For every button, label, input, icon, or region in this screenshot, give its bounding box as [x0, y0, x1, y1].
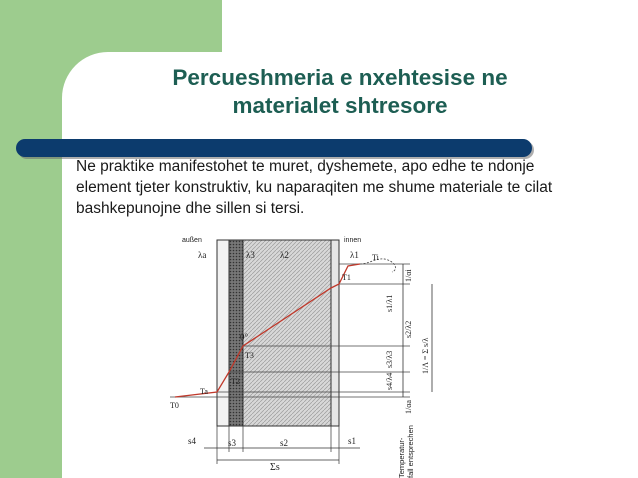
layer-s2 — [243, 240, 331, 426]
temp-t1: T1 — [342, 273, 351, 282]
label-outside: außen — [182, 237, 202, 244]
resistance-s3-lambda3: s3/λ3 — [385, 350, 394, 368]
total-resistance: 1/Λ = Σ s/λ — [421, 337, 430, 374]
temp-t0: T0 — [170, 401, 179, 410]
lambda-a: λa — [198, 250, 207, 260]
lambda-3: λ3 — [246, 250, 255, 260]
title-line-1: Percueshmeria e nxehtesise ne — [172, 65, 508, 90]
lambda-2: λ2 — [280, 250, 289, 260]
width-s4: s4 — [188, 436, 197, 446]
resistance-1-alpha-a: 1/αa — [404, 400, 413, 414]
divider-bar — [16, 139, 532, 157]
resistance-s2-lambda2: s2/λ2 — [404, 320, 413, 338]
title-line-2: materialet shtresore — [232, 93, 448, 118]
vertical-caption-2: fall entsprechen — [406, 425, 415, 478]
width-s3: s3 — [228, 438, 237, 448]
temp-t3: T3 — [245, 351, 254, 360]
resistance-s1-lambda1: s1/λ1 — [385, 294, 394, 312]
temp-zero: 0° — [240, 332, 249, 342]
label-inside: innen — [344, 237, 362, 244]
layer-s4 — [217, 240, 229, 426]
resistance-1-alpha-i: 1/αi — [404, 269, 413, 282]
green-side-strip — [0, 148, 62, 478]
temp-t2: T2 — [231, 377, 240, 386]
layer-s1 — [331, 240, 339, 426]
body-paragraph: Ne praktike manifestohet te muret, dyshemete, apo edhe te ndonje element tjeter konstruktiv, ku naparaqiten me shume materiale te cilat bashkepunojne dhe sillen si tersi. — [76, 158, 553, 217]
lambda-1: λ1 — [350, 250, 359, 260]
width-s1: s1 — [348, 436, 357, 446]
temp-ti: Ti — [372, 253, 379, 262]
width-total: Σs — [270, 462, 280, 473]
width-s2: s2 — [280, 438, 289, 448]
temp-ta: Ta — [200, 387, 208, 396]
vertical-caption-1: Temperatur- — [397, 437, 406, 478]
resistance-s4-lambda4: s4/λ4 — [385, 372, 394, 390]
slide-title — [80, 64, 600, 120]
wall-temperature-diagram — [160, 234, 478, 478]
